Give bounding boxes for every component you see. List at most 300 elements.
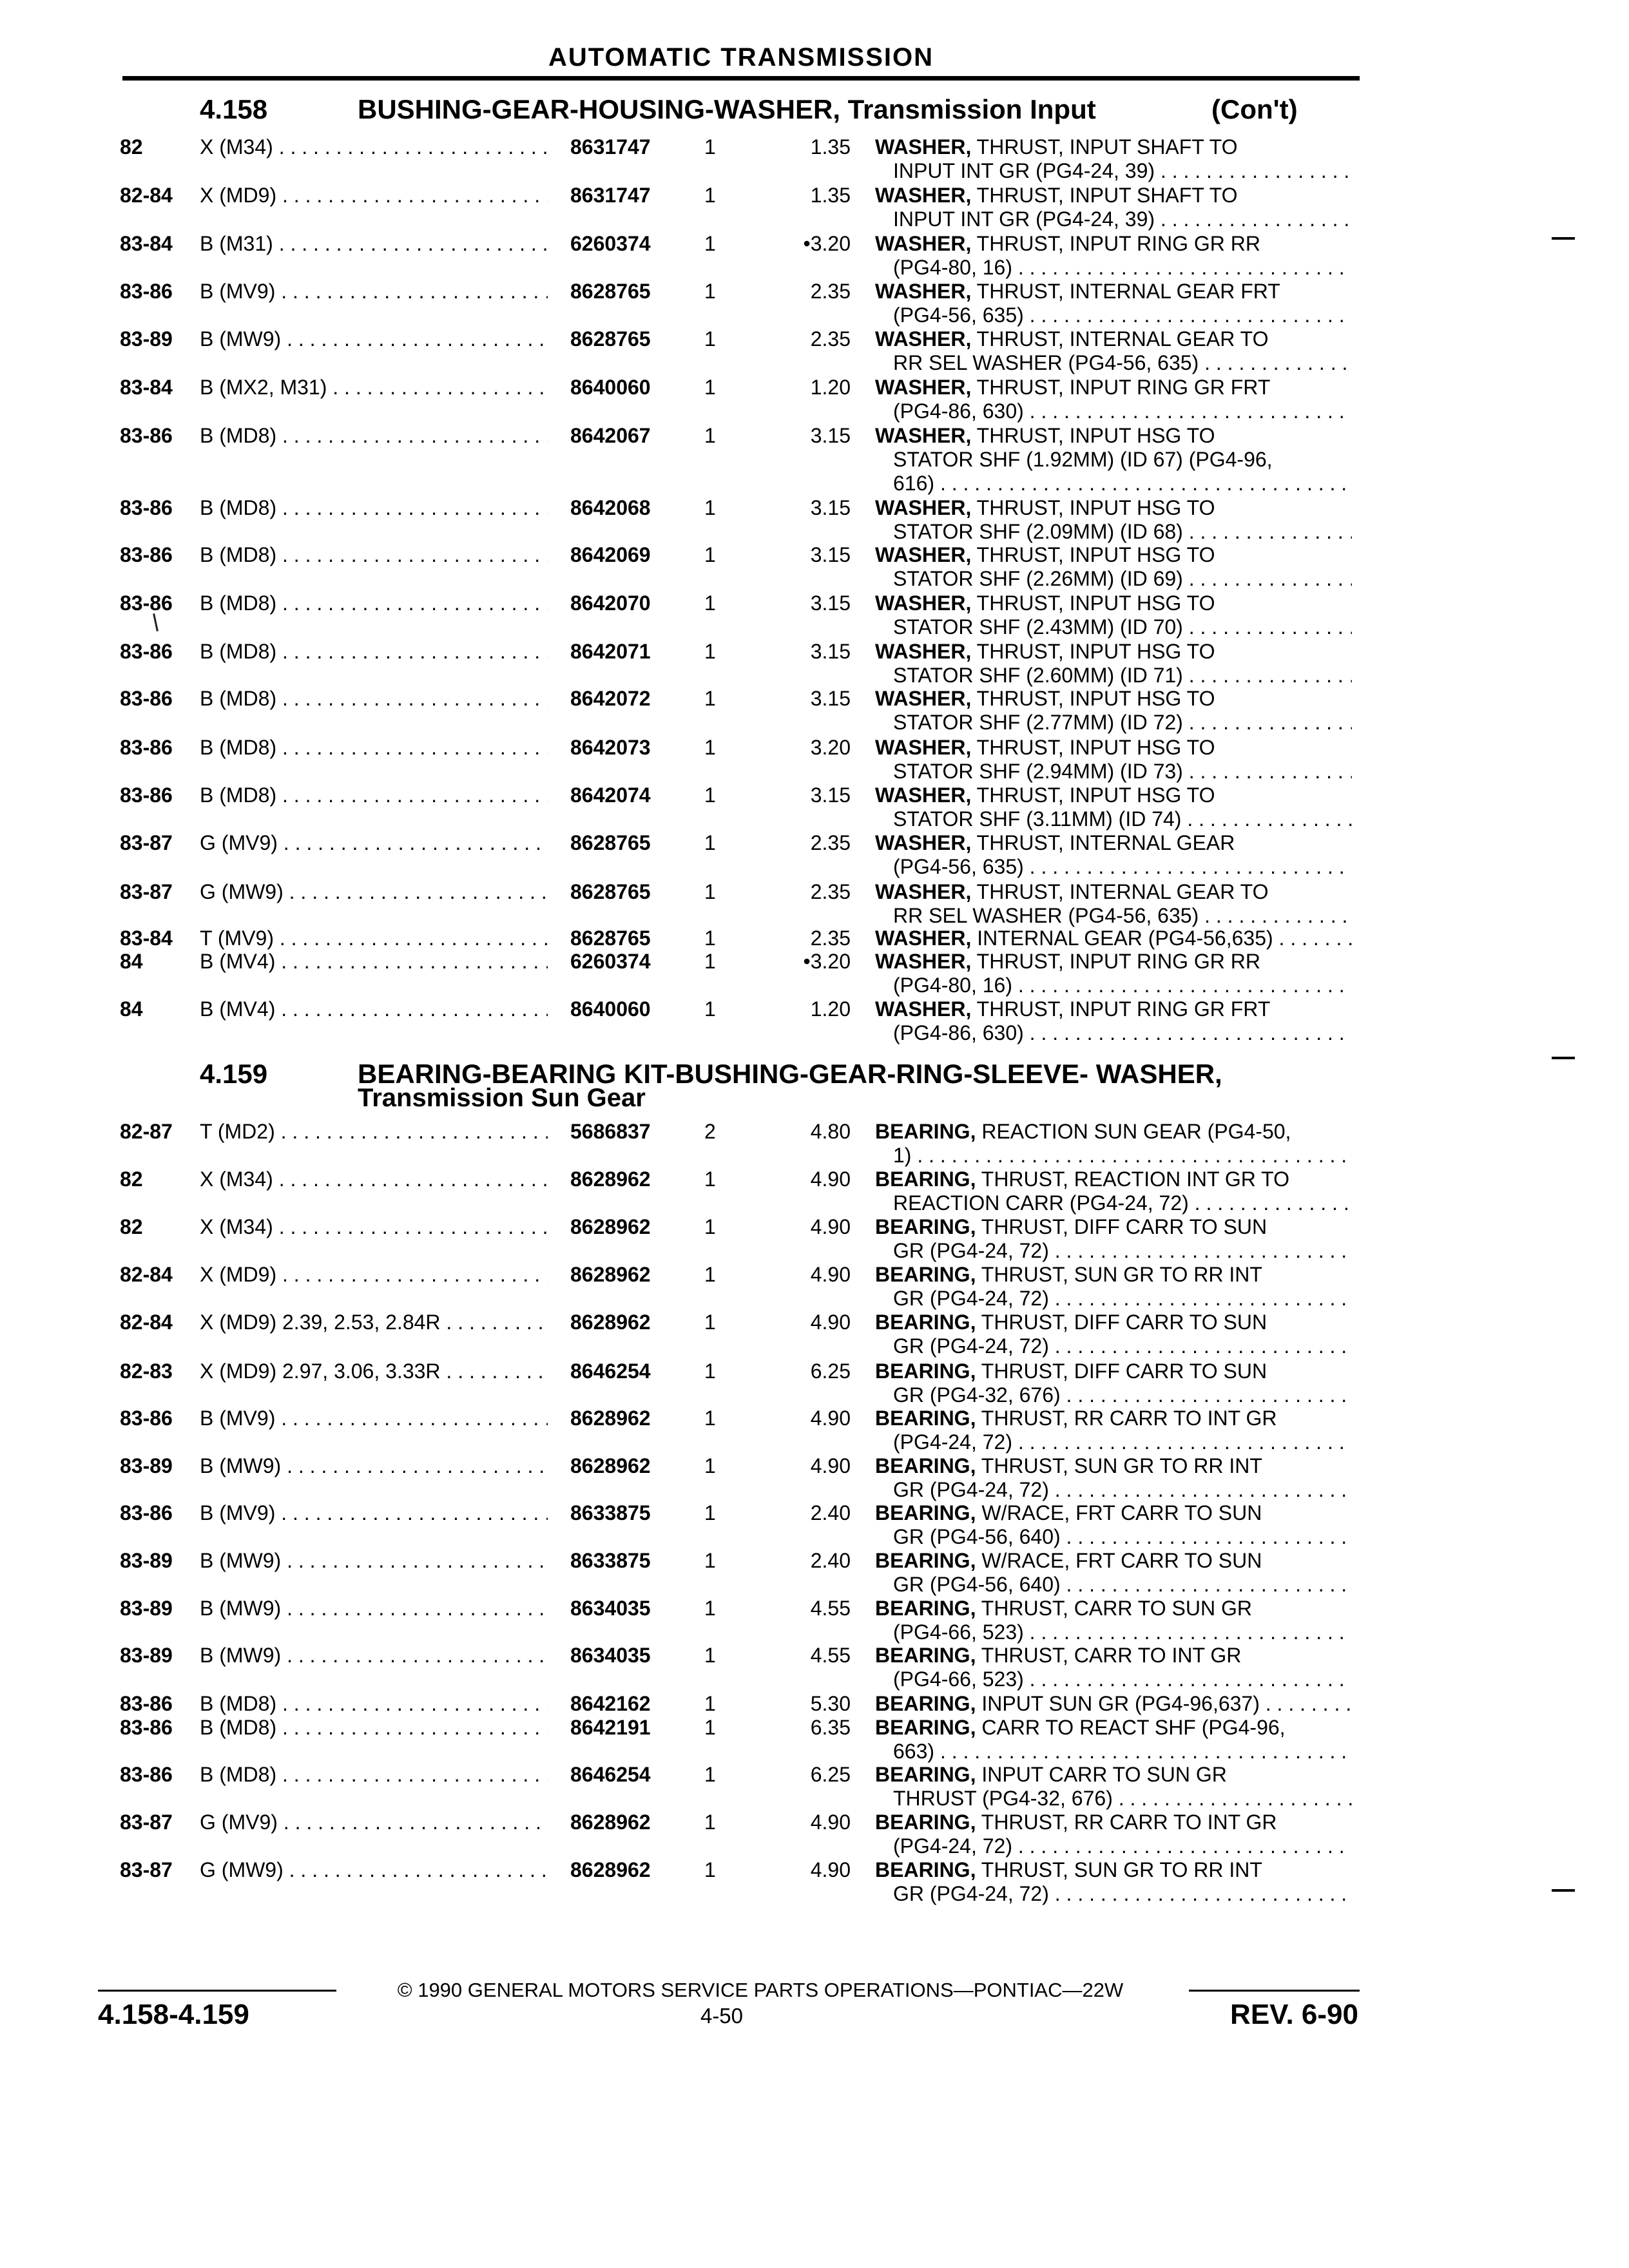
model-code: B (M31) . . . (200, 232, 548, 256)
item-name: WASHER, (875, 997, 972, 1021)
model-year: 83-86 (120, 1407, 173, 1430)
description-line: STATOR SHF (1.92MM) (ID 67) (PG4-96, (893, 448, 1273, 471)
description-line: (PG4-24, 72) . . . (875, 1834, 1352, 1858)
model-year: 83-86 (120, 1501, 173, 1524)
price: •3.20 (803, 232, 851, 255)
part-description (875, 1215, 1352, 1263)
description-line: GR (PG4-24, 72) . . . (875, 1287, 1352, 1311)
item-name: WASHER, (875, 831, 972, 854)
description-line: STATOR SHF (2.26MM) (ID 69) . . . (875, 567, 1352, 591)
model-code: B (MD8) . . . (200, 640, 548, 664)
footer-revision: REV. 6-90 (1230, 1999, 1358, 2030)
quantity: 1 (704, 1644, 716, 1667)
quantity: 1 (704, 950, 716, 973)
item-name: WASHER, (875, 376, 972, 399)
description-line: WASHER, INTERNAL GEAR (PG4-56,635) . . . (875, 927, 1352, 950)
part-number: 8642191 (570, 1716, 651, 1739)
price: 3.15 (810, 543, 851, 566)
part-number: 8628962 (570, 1215, 651, 1238)
model-code: B (MW9) . . . (200, 1454, 548, 1478)
quantity: 1 (704, 997, 716, 1021)
price: 4.90 (810, 1811, 851, 1834)
model-year: 82-83 (120, 1360, 173, 1383)
part-description (875, 376, 1352, 423)
part-number: 6260374 (570, 950, 651, 973)
part-number: 6260374 (570, 232, 651, 255)
model-code: B (MD8) . . . (200, 783, 548, 807)
model-year: 83-84 (120, 927, 173, 950)
description-line: WASHER, THRUST, INPUT RING GR RR (875, 232, 1260, 255)
quantity: 1 (704, 880, 716, 903)
part-description (875, 1763, 1352, 1811)
model-year: 83-86 (120, 1763, 173, 1786)
description-line: WASHER, THRUST, INPUT SHAFT TO (875, 135, 1238, 159)
part-description (875, 232, 1352, 280)
price: 2.35 (810, 327, 851, 351)
item-name: WASHER, (875, 950, 972, 973)
description-line: WASHER, THRUST, INTERNAL GEAR TO (875, 327, 1269, 351)
part-description (875, 831, 1352, 879)
quantity: 1 (704, 280, 716, 303)
description-line: GR (PG4-24, 72) . . . (875, 1334, 1352, 1358)
model-year: 82-84 (120, 184, 173, 207)
model-code: B (MV9) . . . (200, 1407, 548, 1430)
footer-page-number: 4-50 (700, 2004, 744, 2028)
description-line: BEARING, THRUST, SUN GR TO RR INT (875, 1263, 1262, 1286)
price: 4.90 (810, 1454, 851, 1477)
part-number: 8628765 (570, 831, 651, 854)
part-description (875, 880, 1352, 928)
footer-rule-left (98, 1990, 336, 1992)
price: 6.25 (810, 1360, 851, 1383)
description-line: WASHER, THRUST, INPUT HSG TO (875, 424, 1215, 447)
quantity: 1 (704, 1763, 716, 1786)
price: 4.80 (810, 1120, 851, 1143)
description-line: GR (PG4-56, 640) . . . (875, 1525, 1352, 1549)
description-line: (PG4-86, 630) . . . (875, 399, 1352, 423)
description-line: WASHER, THRUST, INPUT HSG TO (875, 640, 1215, 663)
model-year: 83-89 (120, 1454, 173, 1477)
item-name: BEARING, (875, 1549, 976, 1572)
description-line: GR (PG4-24, 72) . . . (875, 1882, 1352, 1906)
quantity: 1 (704, 543, 716, 566)
price: 2.40 (810, 1501, 851, 1524)
model-code: B (MW9) . . . (200, 1644, 548, 1667)
part-description (875, 184, 1352, 231)
quantity: 1 (704, 135, 716, 159)
model-year: 83-87 (120, 831, 173, 854)
model-code: B (MX2, M31) . . . (200, 376, 548, 399)
part-description (875, 1811, 1352, 1858)
quantity: 1 (704, 1360, 716, 1383)
description-line: BEARING, THRUST, DIFF CARR TO SUN (875, 1360, 1268, 1383)
item-name: WASHER, (875, 496, 972, 519)
item-name: BEARING, (875, 1215, 976, 1238)
margin-mark (1552, 237, 1575, 240)
model-code: X (MD9) 2.39, 2.53, 2.84R . . . (200, 1311, 548, 1334)
model-year: 83-86 (120, 687, 173, 710)
part-number: 8642069 (570, 543, 651, 566)
item-name: WASHER, (875, 232, 972, 255)
model-code: B (MV9) . . . (200, 280, 548, 303)
model-year: 83-86 (120, 280, 173, 303)
description-line: GR (PG4-24, 72) . . . (875, 1239, 1352, 1263)
description-line: BEARING, THRUST, RR CARR TO INT GR (875, 1811, 1277, 1834)
description-line: WASHER, THRUST, INPUT HSG TO (875, 496, 1215, 519)
item-name: BEARING, (875, 1501, 976, 1524)
model-code: X (M34) . . . (200, 135, 548, 159)
model-year: 84 (120, 997, 143, 1021)
part-number: 5686837 (570, 1120, 651, 1143)
model-code: G (MV9) . . . (200, 1811, 548, 1834)
description-line: WASHER, THRUST, INPUT HSG TO (875, 543, 1215, 566)
part-number: 8633875 (570, 1549, 651, 1572)
description-line: BEARING, THRUST, RR CARR TO INT GR (875, 1407, 1277, 1430)
part-number: 8642068 (570, 496, 651, 519)
description-line: BEARING, THRUST, DIFF CARR TO SUN (875, 1215, 1268, 1238)
part-number: 8628962 (570, 1454, 651, 1477)
item-name: BEARING, (875, 1644, 976, 1667)
price: 2.35 (810, 831, 851, 854)
description-line: BEARING, THRUST, CARR TO INT GR (875, 1644, 1242, 1667)
item-name: BEARING, (875, 1120, 976, 1143)
price: 1.20 (810, 376, 851, 399)
price: 4.90 (810, 1168, 851, 1191)
description-line: BEARING, THRUST, REACTION INT GR TO (875, 1168, 1290, 1191)
item-name: BEARING, (875, 1311, 976, 1334)
quantity: 1 (704, 1549, 716, 1572)
part-description (875, 1549, 1352, 1597)
part-description (875, 1501, 1352, 1549)
model-code: T (MV9) . . . (200, 927, 548, 950)
part-description (875, 135, 1352, 183)
quantity: 1 (704, 640, 716, 663)
part-description (875, 640, 1352, 687)
description-line: REACTION CARR (PG4-24, 72) . . . (875, 1191, 1352, 1215)
description-line: (PG4-80, 16) . . . (875, 256, 1352, 280)
part-description (875, 1597, 1352, 1644)
model-year: 83-89 (120, 327, 173, 351)
part-description (875, 1120, 1352, 1168)
description-line: 1) . . . (875, 1144, 1352, 1168)
description-line: WASHER, THRUST, INPUT HSG TO (875, 736, 1215, 759)
quantity: 1 (704, 184, 716, 207)
description-line: (PG4-80, 16) . . . (875, 974, 1352, 997)
part-number: 8642067 (570, 424, 651, 447)
model-year: 82 (120, 1168, 143, 1191)
description-line: RR SEL WASHER (PG4-56, 635) . . . (875, 351, 1352, 375)
description-line: (PG4-24, 72) . . . (875, 1430, 1352, 1454)
quantity: 1 (704, 327, 716, 351)
quantity: 1 (704, 496, 716, 519)
price: 3.15 (810, 687, 851, 710)
section-continued: (Con't) (1211, 94, 1298, 124)
part-description (875, 280, 1352, 327)
model-code: B (MD8) . . . (200, 591, 548, 615)
description-line: BEARING, W/RACE, FRT CARR TO SUN (875, 1501, 1262, 1524)
description-line: STATOR SHF (3.11MM) (ID 74) . . . (875, 807, 1352, 831)
description-line: STATOR SHF (2.09MM) (ID 68) . . . (875, 520, 1352, 544)
description-line: (PG4-56, 635) . . . (875, 855, 1352, 879)
item-name: BEARING, (875, 1454, 976, 1477)
quantity: 1 (704, 1407, 716, 1430)
model-code: B (MV4) . . . (200, 950, 548, 974)
part-description (875, 1311, 1352, 1358)
part-description (875, 997, 1352, 1045)
part-description (875, 591, 1352, 639)
quantity: 1 (704, 1215, 716, 1238)
price: 3.15 (810, 496, 851, 519)
model-year: 83-89 (120, 1644, 173, 1667)
quantity: 1 (704, 1263, 716, 1286)
quantity: 1 (704, 1692, 716, 1715)
description-line: BEARING, W/RACE, FRT CARR TO SUN (875, 1549, 1262, 1572)
description-line: RR SEL WASHER (PG4-56, 635) . . . (875, 904, 1352, 928)
model-code: X (M34) . . . (200, 1215, 548, 1239)
part-number: 8628962 (570, 1858, 651, 1881)
model-year: 83-86 (120, 496, 173, 519)
model-code: B (MD8) . . . (200, 736, 548, 760)
quantity: 2 (704, 1120, 716, 1143)
item-name: WASHER, (875, 424, 972, 447)
price: 6.25 (810, 1763, 851, 1786)
part-description (875, 1644, 1352, 1691)
quantity: 1 (704, 1168, 716, 1191)
model-year: 82-84 (120, 1263, 173, 1286)
description-line: STATOR SHF (2.43MM) (ID 70) . . . (875, 615, 1352, 639)
quantity: 1 (704, 736, 716, 759)
part-description (875, 1360, 1352, 1407)
item-name: WASHER, (875, 880, 972, 903)
model-year: 83-87 (120, 880, 173, 903)
footer-copyright: © 1990 GENERAL MOTORS SERVICE PARTS OPERATIONS—PONTIAC—22W (397, 1979, 1124, 2001)
model-year: 82-84 (120, 1311, 173, 1334)
part-number: 8631747 (570, 135, 651, 159)
model-code: X (MD9) . . . (200, 1263, 548, 1287)
model-year: 83-89 (120, 1597, 173, 1620)
model-year: 82 (120, 135, 143, 159)
part-description (875, 327, 1352, 375)
model-year: 83-84 (120, 376, 173, 399)
quantity: 1 (704, 232, 716, 255)
item-name: WASHER, (875, 135, 972, 159)
model-year: 83-89 (120, 1549, 173, 1572)
part-number: 8642071 (570, 640, 651, 663)
description-line: BEARING, THRUST, SUN GR TO RR INT (875, 1858, 1262, 1881)
description-line: BEARING, CARR TO REACT SHF (PG4-96, (875, 1716, 1286, 1739)
quantity: 1 (704, 1858, 716, 1881)
description-line: BEARING, INPUT SUN GR (PG4-96,637) . . . (875, 1692, 1352, 1716)
price: 4.90 (810, 1858, 851, 1881)
quantity: 1 (704, 831, 716, 854)
item-name: BEARING, (875, 1597, 976, 1620)
description-line: STATOR SHF (2.94MM) (ID 73) . . . (875, 760, 1352, 783)
price: 1.35 (810, 184, 851, 207)
part-number: 8642074 (570, 783, 651, 807)
margin-mark (1552, 1889, 1575, 1892)
part-description (875, 927, 1352, 950)
part-number: 8642162 (570, 1692, 651, 1715)
model-code: B (MD8) . . . (200, 424, 548, 448)
part-number: 8628962 (570, 1168, 651, 1191)
price: 3.15 (810, 591, 851, 615)
part-description (875, 1454, 1352, 1502)
part-number: 8628765 (570, 927, 651, 950)
model-year: 83-87 (120, 1811, 173, 1834)
part-number: 8628765 (570, 280, 651, 303)
model-code: B (MW9) . . . (200, 1549, 548, 1573)
model-code: G (MW9) . . . (200, 1858, 548, 1882)
margin-scratch (153, 613, 159, 631)
part-description (875, 1263, 1352, 1311)
model-year: 83-86 (120, 640, 173, 663)
part-number: 8628962 (570, 1811, 651, 1834)
item-name: BEARING, (875, 1692, 976, 1715)
description-line: GR (PG4-32, 676) . . . (875, 1383, 1352, 1407)
item-name: WASHER, (875, 591, 972, 615)
price: 5.30 (810, 1692, 851, 1715)
description-line: BEARING, INPUT CARR TO SUN GR (875, 1763, 1227, 1786)
model-year: 83-86 (120, 591, 173, 615)
quantity: 1 (704, 687, 716, 710)
quantity: 1 (704, 1501, 716, 1524)
model-year: 83-87 (120, 1858, 173, 1881)
price: 4.90 (810, 1311, 851, 1334)
model-code: B (MD8) . . . (200, 687, 548, 711)
part-description (875, 950, 1352, 997)
price: 3.15 (810, 424, 851, 447)
model-code: B (MD8) . . . (200, 1716, 548, 1740)
section-title: BEARING-BEARING KIT-BUSHING-GEAR-RING-SLEEVE- WASHER, (358, 1059, 1222, 1089)
part-description (875, 1858, 1352, 1906)
quantity: 1 (704, 927, 716, 950)
quantity: 1 (704, 1597, 716, 1620)
description-line: (PG4-66, 523) . . . (875, 1667, 1352, 1691)
model-year: 84 (120, 950, 143, 973)
part-description (875, 1716, 1352, 1763)
description-line: WASHER, THRUST, INPUT HSG TO (875, 783, 1215, 807)
description-line: WASHER, THRUST, INPUT HSG TO (875, 687, 1215, 710)
model-year: 83-86 (120, 783, 173, 807)
section-title: BUSHING-GEAR-HOUSING-WASHER, Transmission Input (358, 94, 1096, 124)
item-name: BEARING, (875, 1360, 976, 1383)
part-number: 8634035 (570, 1644, 651, 1667)
model-code: T (MD2) . . . (200, 1120, 548, 1144)
model-code: B (MV4) . . . (200, 997, 548, 1021)
model-code: B (MV9) . . . (200, 1501, 548, 1525)
description-line: THRUST (PG4-32, 676) . . . (875, 1787, 1352, 1811)
description-line: (PG4-66, 523) . . . (875, 1620, 1352, 1644)
item-name: WASHER, (875, 783, 972, 807)
part-description (875, 1168, 1352, 1215)
description-line: WASHER, THRUST, INTERNAL GEAR TO (875, 880, 1269, 903)
price: 3.20 (810, 736, 851, 759)
model-year: 83-84 (120, 232, 173, 255)
description-line: WASHER, THRUST, INPUT RING GR FRT (875, 376, 1271, 399)
description-line: WASHER, THRUST, INPUT HSG TO (875, 591, 1215, 615)
quantity: 1 (704, 1311, 716, 1334)
description-line: WASHER, THRUST, INPUT RING GR FRT (875, 997, 1271, 1021)
price: 2.35 (810, 880, 851, 903)
description-line: STATOR SHF (2.60MM) (ID 71) . . . (875, 664, 1352, 687)
part-number: 8646254 (570, 1763, 651, 1786)
part-number: 8646254 (570, 1360, 651, 1383)
model-code: B (MD8) . . . (200, 496, 548, 520)
description-line: (PG4-56, 635) . . . (875, 303, 1352, 327)
description-line: WASHER, THRUST, INTERNAL GEAR FRT (875, 280, 1280, 303)
part-description (875, 783, 1352, 831)
part-number: 8642073 (570, 736, 651, 759)
model-year: 83-86 (120, 1692, 173, 1715)
section-subtitle: Transmission Sun Gear (358, 1084, 646, 1112)
quantity: 1 (704, 591, 716, 615)
footer-rule-right (1189, 1990, 1360, 1992)
description-line: STATOR SHF (2.77MM) (ID 72) . . . (875, 711, 1352, 735)
description-line: INPUT INT GR (PG4-24, 39) . . . (875, 159, 1352, 183)
description-line: WASHER, THRUST, INPUT RING GR RR (875, 950, 1260, 973)
item-name: BEARING, (875, 1407, 976, 1430)
part-number: 8640060 (570, 997, 651, 1021)
description-line: GR (PG4-24, 72) . . . (875, 1478, 1352, 1502)
item-name: WASHER, (875, 184, 972, 207)
model-code: G (MW9) . . . (200, 880, 548, 904)
part-number: 8631747 (570, 184, 651, 207)
item-name: BEARING, (875, 1763, 976, 1786)
part-number: 8633875 (570, 1501, 651, 1524)
price: 3.15 (810, 783, 851, 807)
price: 2.35 (810, 280, 851, 303)
price: 4.90 (810, 1215, 851, 1238)
item-name: WASHER, (875, 927, 972, 950)
price: 1.35 (810, 135, 851, 159)
description-line: BEARING, REACTION SUN GEAR (PG4-50, (875, 1120, 1291, 1143)
model-year: 83-86 (120, 424, 173, 447)
model-code: G (MV9) . . . (200, 831, 548, 855)
model-year: 83-86 (120, 1716, 173, 1739)
part-description (875, 687, 1352, 735)
model-code: B (MW9) . . . (200, 1597, 548, 1620)
part-number: 8642070 (570, 591, 651, 615)
quantity: 1 (704, 424, 716, 447)
part-description (875, 496, 1352, 544)
item-name: BEARING, (875, 1263, 976, 1286)
price: 3.15 (810, 640, 851, 663)
section-number: 4.159 (200, 1059, 268, 1089)
price: 6.35 (810, 1716, 851, 1739)
model-year: 83-86 (120, 543, 173, 566)
part-description (875, 1692, 1352, 1716)
description-line: BEARING, THRUST, CARR TO SUN GR (875, 1597, 1252, 1620)
model-year: 82-87 (120, 1120, 173, 1143)
header-divider (122, 76, 1360, 81)
price: 4.55 (810, 1644, 851, 1667)
model-code: B (MD8) . . . (200, 1763, 548, 1787)
model-year: 83-86 (120, 736, 173, 759)
price: 2.35 (810, 927, 851, 950)
price: •3.20 (803, 950, 851, 973)
part-description (875, 543, 1352, 591)
quantity: 1 (704, 1454, 716, 1477)
description-line: GR (PG4-56, 640) . . . (875, 1573, 1352, 1597)
quantity: 1 (704, 1811, 716, 1834)
part-number: 8640060 (570, 376, 651, 399)
description-line: WASHER, THRUST, INTERNAL GEAR (875, 831, 1235, 854)
description-line: BEARING, THRUST, SUN GR TO RR INT (875, 1454, 1262, 1477)
price: 4.90 (810, 1263, 851, 1286)
price: 2.40 (810, 1549, 851, 1572)
part-description (875, 736, 1352, 783)
model-code: B (MD8) . . . (200, 1692, 548, 1716)
